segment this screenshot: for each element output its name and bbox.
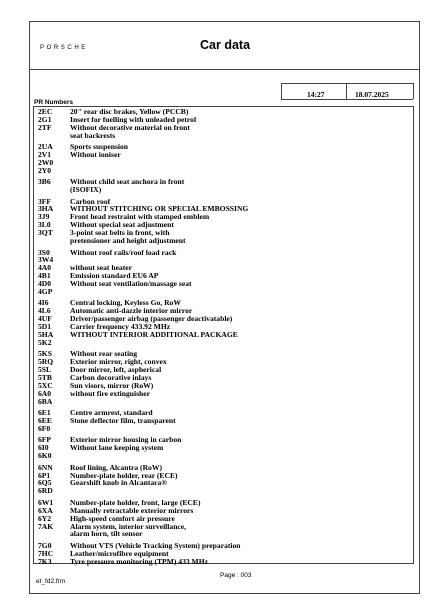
pr-description: 20" rear disc brakes, Yellow (PCCB) [70, 107, 189, 116]
pr-row [38, 124, 408, 140]
pr-code: 5KS [38, 349, 52, 359]
pr-description: Without lane keeping system [70, 443, 164, 453]
pr-description: Centre armrest, standard [70, 408, 153, 418]
print-time: 14:27 [307, 90, 325, 99]
pr-code: 3J9 [38, 212, 50, 222]
pr-description: Alarm system, interior surveillance, alarm horn, tilt sensor [70, 521, 187, 539]
pr-code: 3B6 [38, 177, 51, 187]
pr-row [38, 167, 408, 175]
pr-description: Without special seat adjustment [70, 220, 174, 230]
pr-code: 6RD [38, 486, 53, 496]
pr-row [38, 331, 408, 339]
pr-description: Without roof rails/roof load rack [70, 247, 177, 257]
pr-code: 4GP [38, 287, 53, 297]
pr-code: 3S0 [38, 247, 50, 257]
pr-row [38, 280, 408, 288]
pr-code: 6BA [38, 396, 53, 406]
pr-code: 5RQ [38, 357, 54, 367]
pr-numbers-list [38, 108, 408, 566]
pr-code: 5XC [38, 381, 53, 390]
pr-description: without seat heater [70, 263, 133, 273]
pr-row [38, 390, 408, 398]
pr-description: Insert for fuelling with unleaded petrol [70, 114, 197, 124]
datetime-right-border [413, 83, 414, 99]
pr-description: Manually retractable exterior mirrors [70, 505, 194, 515]
pr-code: 3HA [38, 204, 54, 214]
pr-code: 5TB [38, 373, 52, 383]
pr-code: 6P1 [38, 470, 51, 480]
pr-row [38, 523, 408, 539]
datetime-mid-border [346, 83, 347, 99]
pr-description [70, 398, 408, 406]
print-date: 18.07.2025 [355, 90, 389, 99]
pr-description: Carbon roof [70, 196, 111, 206]
pr-description [70, 339, 408, 347]
pr-description: 3-point seat belts in front, with pretensioner and height adjustment [70, 228, 186, 246]
pr-row [38, 178, 408, 194]
pr-description: Carbon decorative inlays [70, 373, 152, 383]
pr-description: High-speed comfort air pressure [70, 513, 175, 523]
pr-description [70, 288, 408, 296]
pr-description: Leather/microfibre equipment [70, 548, 169, 558]
pr-code: 4A0 [38, 263, 52, 273]
pr-code: 2G1 [38, 114, 52, 124]
pr-description: Front head restraint with stamped emblem [70, 212, 210, 222]
pr-row [38, 452, 408, 460]
pr-description [70, 159, 408, 167]
pr-description: Roof lining, Alcantra (RoW) [70, 462, 162, 472]
pr-code: 6XA [38, 505, 53, 515]
pr-code: 4UF [38, 314, 52, 324]
brand-logo: PORSCHE [40, 45, 88, 51]
pr-code: 7G0 [38, 540, 52, 550]
pr-code: 6NN [38, 462, 53, 472]
pr-code: 6F0 [38, 424, 51, 434]
pr-code: 6Y2 [38, 513, 52, 523]
pr-description: Without decorative material on front seat backrests [70, 122, 190, 140]
pr-description: Without ioniser [70, 150, 121, 160]
pr-row [38, 249, 408, 257]
pr-row [38, 398, 408, 406]
pr-description: Central locking, Keyless Go, RoW [70, 298, 181, 308]
pr-description: Driver/passenger airbag (passenger deactivatable) [70, 314, 233, 324]
pr-code: 5SL [38, 365, 52, 375]
pr-code: 2Y0 [38, 165, 52, 175]
pr-description [70, 452, 408, 460]
pr-code: 5HA [38, 330, 54, 340]
pr-code: 5D1 [38, 322, 52, 332]
pr-description: Exterior mirror, right, convex [70, 357, 167, 367]
datetime-left-border [281, 83, 282, 99]
pr-description: Emission standard EU6 AP [70, 271, 159, 281]
datetime-top-border [281, 83, 413, 84]
pr-row [38, 558, 408, 566]
pr-code: 4I6 [38, 298, 49, 308]
pr-description: Without seat ventilation/massage seat [70, 279, 192, 289]
pr-description: Tyre pressure monitoring (TPM) 433 MHz [70, 556, 209, 566]
pr-code: 6E1 [38, 408, 51, 418]
pr-description: Without VTS (Vehicle Tracking System) preparation [70, 540, 241, 550]
pr-code: 2TF [38, 122, 52, 132]
pr-row [38, 151, 408, 159]
pr-description: Carrier frequency 433.92 MHz [70, 322, 171, 332]
pr-description: Sun visors, mirror (RoW) [70, 381, 154, 390]
pr-row [38, 444, 408, 452]
pr-row [38, 417, 408, 425]
pr-code: 2W0 [38, 157, 54, 167]
pr-code: 7K3 [38, 556, 52, 566]
pr-description: Stone deflector film, transparent [70, 416, 176, 426]
pr-row [38, 159, 408, 167]
pr-code: 6I0 [38, 443, 49, 453]
pr-code: 2UA [38, 142, 53, 152]
pr-description: WITHOUT INTERIOR ADDITIONAL PACKAGE [70, 330, 238, 340]
pr-code: 6K0 [38, 451, 52, 461]
pr-row [38, 487, 408, 495]
pr-code: 3QT [38, 228, 53, 238]
pr-description [70, 425, 408, 433]
pr-description: Without child seat anchora in front (ISOFIX) [70, 177, 185, 195]
pr-code: 6FP [38, 435, 52, 445]
pr-code: 6W1 [38, 497, 54, 507]
pr-code: 5K2 [38, 337, 52, 347]
pr-code: 4D0 [38, 279, 52, 289]
pr-description: Number-plate holder, front, large (ECE) [70, 497, 201, 507]
pr-row [38, 479, 408, 487]
pr-numbers-label: PR Numbers [34, 99, 74, 106]
pr-row [38, 288, 408, 296]
pr-description: Without rear seating [70, 349, 138, 359]
pr-description: Gearshift knob in Alcantara® [70, 478, 168, 488]
pr-code: 4B1 [38, 271, 51, 281]
pr-description [70, 487, 408, 495]
page-title: Car data [200, 38, 251, 52]
pr-code: 6Q5 [38, 478, 52, 488]
pr-description: without fire extinguisher [70, 388, 151, 398]
pr-code: 3FF [38, 196, 52, 206]
pr-code: 2EC [38, 107, 53, 116]
pr-description: Door mirror, left, aspherical [70, 365, 162, 375]
pr-code: 6EE [38, 416, 52, 426]
pr-description: Automatic anti-dazzle interior mirror [70, 306, 193, 316]
header-divider [29, 69, 420, 70]
pr-row [38, 339, 408, 347]
pr-code: 7HC [38, 548, 54, 558]
pr-description: Sports suspension [70, 142, 129, 152]
pr-description: Exterior mirror housing in carbon [70, 435, 182, 445]
pr-row [38, 229, 408, 245]
pr-code: 3W4 [38, 255, 54, 265]
pr-code: 4L6 [38, 306, 51, 316]
pr-code: 3L0 [38, 220, 51, 230]
pr-description: WITHOUT STITCHING OR SPECIAL EMBOSSING [70, 204, 249, 214]
pr-code: 7AK [38, 521, 54, 531]
page-number: Page : 003 [220, 572, 252, 579]
pr-description: Number-plate holder, rear (ECE) [70, 470, 178, 480]
pr-description [70, 167, 408, 175]
pr-row [38, 425, 408, 433]
pr-code: 6A0 [38, 388, 52, 398]
form-filename: et_fd2.frm [36, 578, 66, 585]
datetime-bottom-border [281, 99, 413, 100]
pr-code: 2V1 [38, 150, 52, 160]
